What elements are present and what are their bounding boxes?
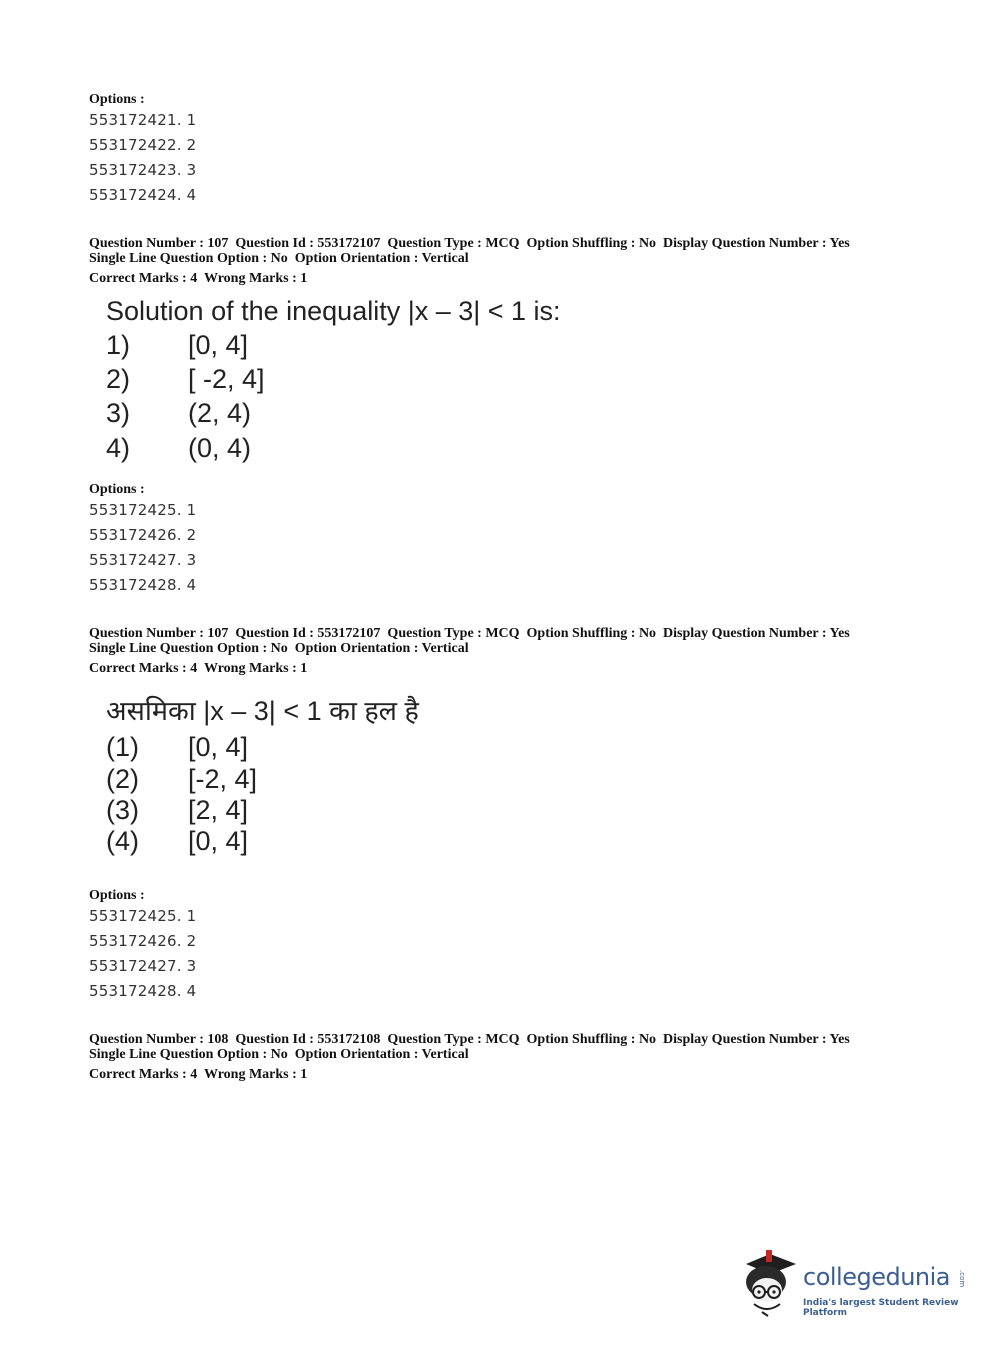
choice-value: [2, 4]: [188, 795, 249, 825]
option-line: 553172425. 1: [89, 907, 197, 925]
choice-value: [-2, 4]: [188, 764, 258, 794]
option-line: 553172428. 4: [89, 982, 197, 1000]
option-line: 553172426. 2: [89, 932, 197, 950]
options-label: Options :: [89, 482, 145, 497]
options-label: Options :: [89, 92, 145, 107]
logo-wordmark: collegedunia: [803, 1263, 951, 1291]
option-line: 553172427. 3: [89, 551, 197, 569]
question-meta-line2: Single Line Question Option : No Option Orientation : Vertical: [89, 641, 469, 656]
question-marks: Correct Marks : 4 Wrong Marks : 1: [89, 661, 308, 676]
choice-value: [0, 4]: [188, 330, 249, 360]
choice-number: (2): [106, 764, 139, 794]
option-line: 553172423. 3: [89, 161, 197, 179]
option-line: 553172425. 1: [89, 501, 197, 519]
logo-com: .com: [958, 1270, 966, 1288]
option-line: 553172428. 4: [89, 576, 197, 594]
option-line: 553172426. 2: [89, 526, 197, 544]
choice-number: (4): [106, 826, 139, 856]
choice-value: (0, 4): [188, 433, 252, 463]
question-meta-line1: Question Number : 108 Question Id : 553172108 Question Type : MCQ Option Shuffling : No Display Question Number : Yes: [89, 1032, 850, 1047]
choice-number: 2): [106, 364, 131, 394]
question-marks: Correct Marks : 4 Wrong Marks : 1: [89, 271, 308, 286]
choice-value: [0, 4]: [188, 732, 249, 762]
question-meta-line1: Question Number : 107 Question Id : 553172107 Question Type : MCQ Option Shuffling : No Display Question Number : Yes: [89, 236, 850, 251]
choice-number: (1): [106, 732, 139, 762]
choice-number: 3): [106, 398, 131, 428]
option-line: 553172427. 3: [89, 957, 197, 975]
collegedunia-mascot-icon: [740, 1248, 802, 1318]
question-text: Solution of the inequality |x – 3| < 1 is:: [106, 296, 561, 326]
choice-value: (2, 4): [188, 398, 252, 428]
question-text: असमिका |x – 3| < 1 का हल है: [106, 696, 419, 726]
question-meta-line1: Question Number : 107 Question Id : 553172107 Question Type : MCQ Option Shuffling : No Display Question Number : Yes: [89, 626, 850, 641]
question-marks: Correct Marks : 4 Wrong Marks : 1: [89, 1067, 308, 1082]
option-line: 553172421. 1: [89, 111, 197, 129]
choice-number: (3): [106, 795, 139, 825]
choice-value: [ -2, 4]: [188, 364, 265, 394]
options-label: Options :: [89, 888, 145, 903]
option-line: 553172422. 2: [89, 136, 197, 154]
question-meta-line2: Single Line Question Option : No Option Orientation : Vertical: [89, 1047, 469, 1062]
choice-number: 1): [106, 330, 131, 360]
option-line: 553172424. 4: [89, 186, 197, 204]
logo-tagline: India's largest Student Review Platform: [803, 1298, 959, 1318]
choice-value: [0, 4]: [188, 826, 249, 856]
question-meta-line2: Single Line Question Option : No Option Orientation : Vertical: [89, 251, 469, 266]
choice-number: 4): [106, 433, 131, 463]
